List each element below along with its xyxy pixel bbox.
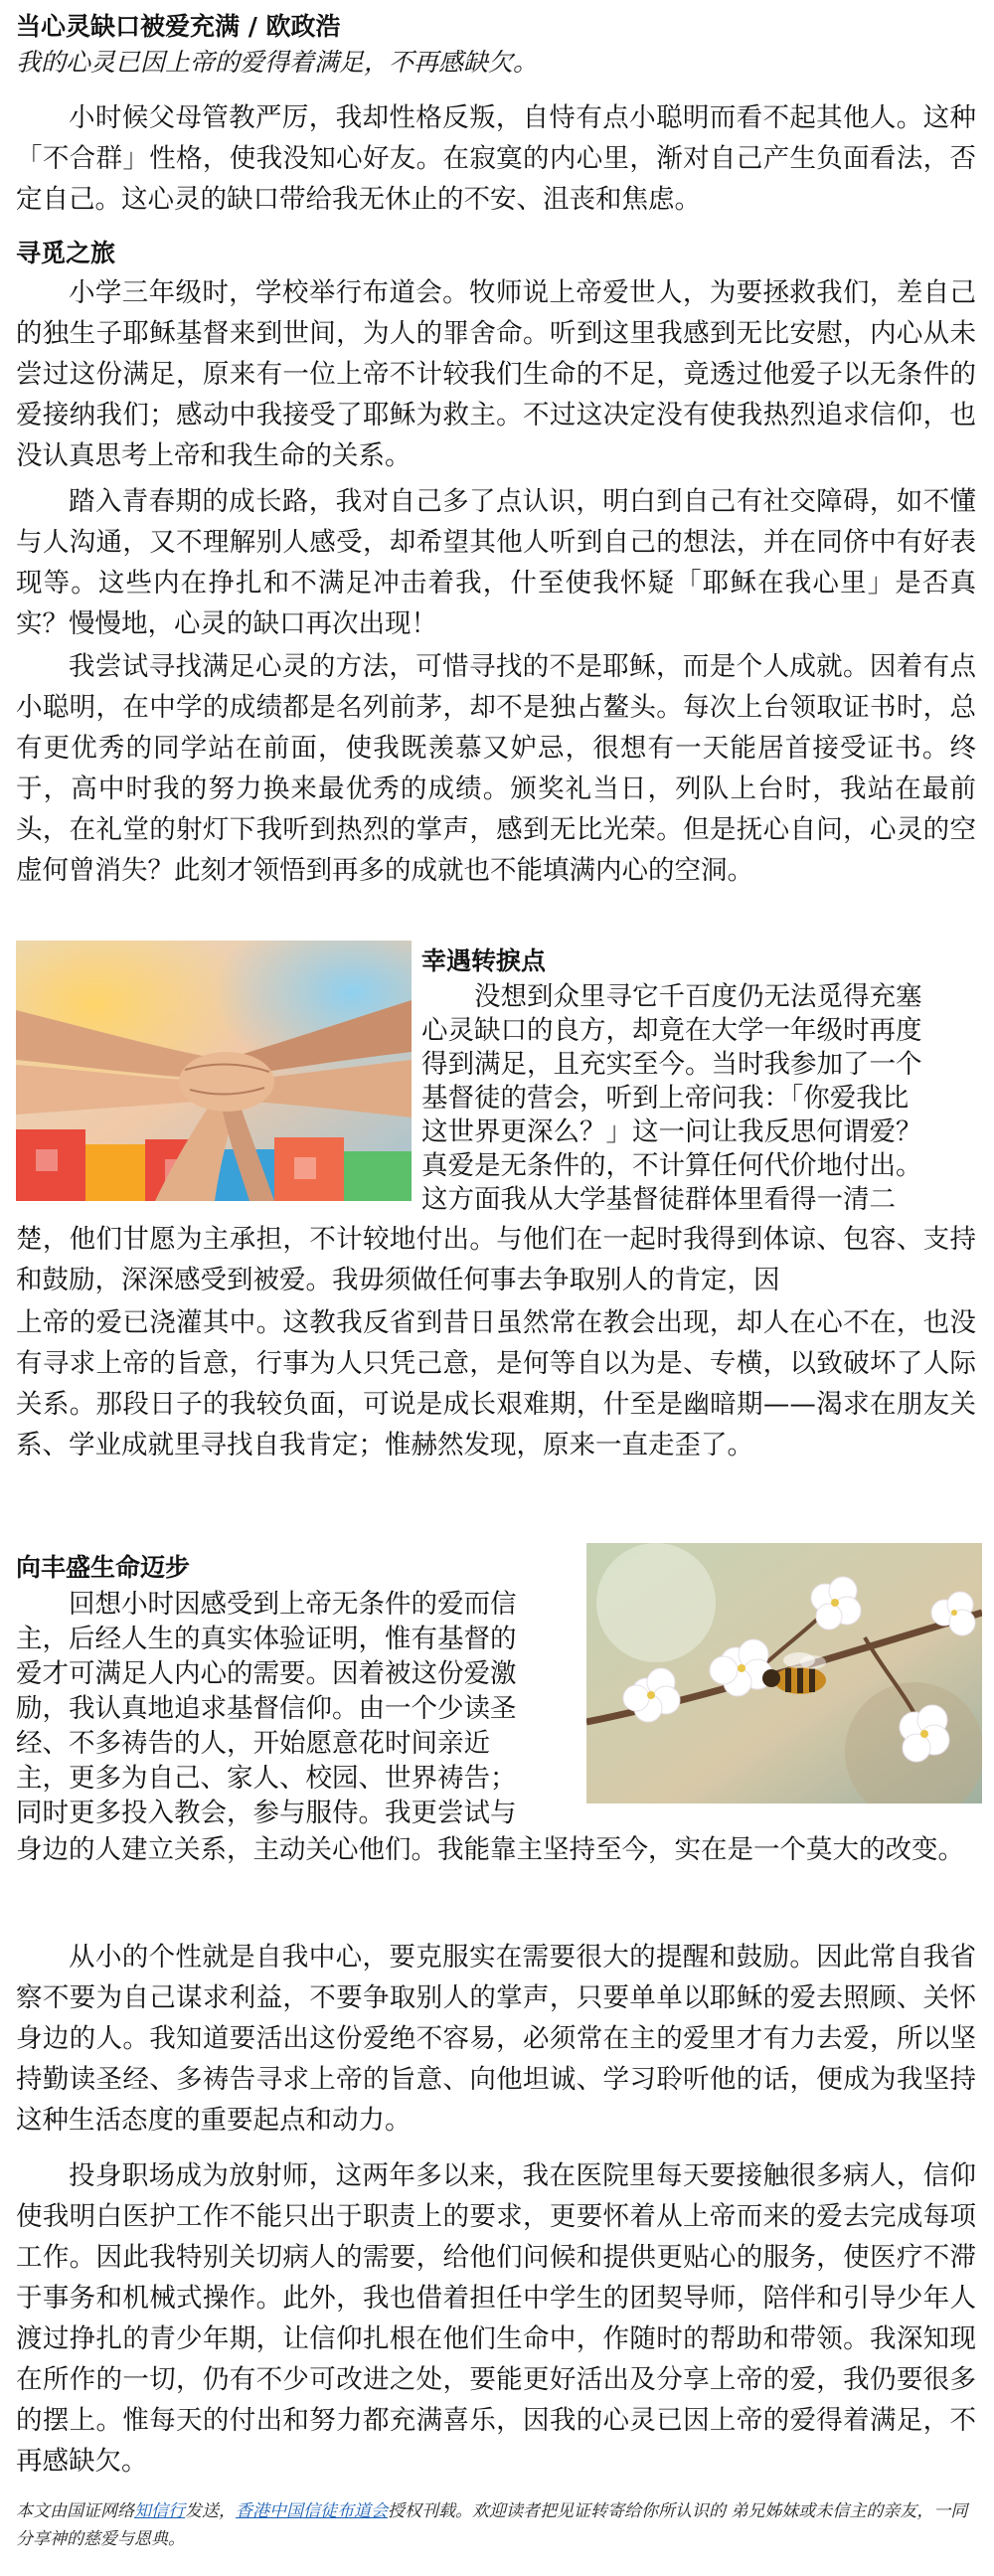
footer-text: 发送，: [185, 2501, 236, 2521]
intro-paragraph: 小时候父母管教严厉，我却性格反叛，自恃有点小聪明而看不起其他人。这种「不合群」性格，使我没知心好友。在寂寞的内心里，渐对自己产生负面看法，否定自己。这心灵的缺口带给我无休止的不安、沮丧和焦虑。: [16, 102, 976, 215]
abundant-life-line: 主，后经人生的真实体验证明，惟有基督的: [16, 1624, 517, 1654]
abundant-life-line: 爱才可满足人内心的需要。因着被这份爱激: [16, 1658, 517, 1689]
abundant-life-wrapped-text: [16, 1587, 579, 1830]
turning-point-line: 心灵缺口的良方，却竟在大学一年级时再度: [421, 1015, 922, 1046]
article-title: 当心灵缺口被爱充满 / 欧政浩: [16, 12, 341, 41]
turning-point-line: 得到满足，且充实至今。当时我参加了一个: [421, 1049, 922, 1080]
section-heading-journey: 寻觅之旅: [16, 239, 116, 267]
hk-ccea-link[interactable]: 香港中国信徒布道会: [236, 2501, 388, 2521]
turning-point-line: 没想到众里寻它千百度仍无法觅得充塞: [421, 981, 922, 1012]
journey-paragraph-3: 我尝试寻找满足心灵的方法，可惜寻找的不是耶稣，而是个人成就。因着有点小聪明，在中学的成绩都是名列前茅，却不是独占鳌头。每次上台领取证书时，总有更优秀的同学站在前面，使我既羡慕又妒忌，很想有一天能居首接受证书。终于，高中时我的努力换来最优秀的成绩。颁奖礼当日，列队上台时，我站在最前头，在礼堂的射灯下我听到热烈的掌声，感到无比光荣。但是抚心自问，心灵的空虚何曾消失？此刻才领悟到再多的成就也不能填满内心的空洞。: [16, 651, 976, 886]
abundant-life-continued: 身边的人建立关系，主动关心他们。我能靠主坚持至今，实在是一个莫大的改变。: [16, 1834, 964, 1865]
section-heading-turning-point: 幸遇转捩点: [421, 946, 547, 975]
turning-point-line: 这方面我从大学基督徒群体里看得一清二: [421, 1184, 896, 1215]
journey-paragraph-1: 小学三年级时，学校举行布道会。牧师说上帝爱世人，为要拯救我们，差自己的独生子耶稣基督来到世间，为人的罪舍命。听到这里我感到无比安慰，内心从未尝过这份满足，原来有一位上帝不计较我们生命的不足，竟透过他爱子以无条件的爱接纳我们；感动中我接受了耶稣为救主。不过这决定没有使我热烈追求信仰，也没认真思考上帝和我生命的关系。: [16, 277, 976, 471]
bee-blossom-photo: [586, 1543, 982, 1803]
turning-point-line: 真爱是无条件的，不计算任何代价地付出。: [421, 1150, 922, 1181]
article-subtitle: 我的心灵已因上帝的爱得着满足，不再感缺欠。: [16, 48, 539, 77]
turning-point-line: 这世界更深么？」这一问让我反思何谓爱？: [421, 1116, 922, 1147]
journey-paragraph-2: 踏入青春期的成长路，我对自己多了点认识，明白到自己有社交障碍，如不懂与人沟通，又不理解别人感受，却希望其他人听到自己的想法，并在同侪中有好表现等。这些内在挣扎和不满足冲击着我，什至使我怀疑「耶稣在我心里」是否真实？慢慢地，心灵的缺口再次出现！: [16, 486, 976, 639]
hands-photo-art: [16, 941, 412, 1201]
abundant-life-paragraph-2: 从小的个性就是自我中心，要克服实在需要很大的提醒和鼓励。因此常自我省察不要为自己谋求利益，不要争取别人的掌声，只要单单以耶稣的爱去照顾、关怀身边的人。我知道要活出这份爱绝不容易，必须常在主的爱里才有力去爱，所以坚持勤读圣经、多祷告寻求上帝的旨意、向他坦诚、学习聆听他的话，便成为我坚持这种生活态度的重要起点和动力。: [16, 1942, 976, 2136]
abundant-life-paragraph-3: 投身职场成为放射师，这两年多以来，我在医院里每天要接触很多病人，信仰使我明白医护工作不能只出于职责上的要求，更要怀着从上帝而来的爱去完成每项工作。因此我特别关切病人的需要，给他们问候和提供更贴心的服务，使医疗不滞于事务和机械式操作。此外，我也借着担任中学生的团契导师，陪伴和引导少年人渡过挣扎的青少年期，让信仰扎根在他们生命中，作随时的帮助和带领。我深知现在所作的一切，仍有不少可改进之处，要能更好活出及分享上帝的爱，我仍要很多的摆上。惟每天的付出和努力都充满喜乐，因我的心灵已因上帝的爱得着满足，不再感缺欠。: [16, 2160, 976, 2477]
turning-point-continued-1: 楚，他们甘愿为主承担，不计较地付出。与他们在一起时我得到体谅、包容、支持和鼓励，深深感受到被爱。我毋须做任何事去争取别人的肯定，因: [16, 1224, 976, 1295]
abundant-life-line: 经、不多祷告的人，开始愿意花时间亲近: [16, 1728, 490, 1759]
hands-together-photo: [16, 941, 412, 1201]
turning-point-wrapped-text: [421, 980, 984, 1217]
section-heading-abundant-life: 向丰盛生命迈步: [16, 1553, 191, 1582]
footer-text: 本文由国证网络: [16, 2501, 134, 2521]
abundant-life-line: 主，更多为自己、家人、校园、世界祷告；: [16, 1763, 517, 1794]
abundant-life-line: 励，我认真地追求基督信仰。由一个少读圣: [16, 1693, 517, 1724]
turning-point-continued-2: 上帝的爱已浇灌其中。这教我反省到昔日虽然常在教会出现，却人在心不在，也没有寻求上帝的旨意，行事为人只凭己意，是何等自以为是、专横，以致破坏了人际关系。那段日子的我较负面，可说是成长艰难期，什至是幽暗期——渴求在朋友关系、学业成就里寻找自我肯定；惟赫然发现，原来一直走歪了。: [16, 1307, 976, 1460]
footer-note: [16, 2497, 976, 2553]
bee-photo-art: [586, 1543, 982, 1803]
zhixinxing-link[interactable]: 知信行: [134, 2501, 185, 2521]
abundant-life-line: 同时更多投入教会，参与服侍。我更尝试与: [16, 1798, 517, 1828]
footer-text: 授权刊载。欢迎读者把见证转寄给你所认识的 弟兄姊妹或未信主的亲友，一同分享神的慈爱与恩典。: [16, 2501, 968, 2549]
abundant-life-line: 回想小时因感受到上帝无条件的爱而信: [16, 1589, 517, 1620]
turning-point-line: 基督徒的营会，听到上帝问我：「你爱我比: [421, 1083, 910, 1114]
